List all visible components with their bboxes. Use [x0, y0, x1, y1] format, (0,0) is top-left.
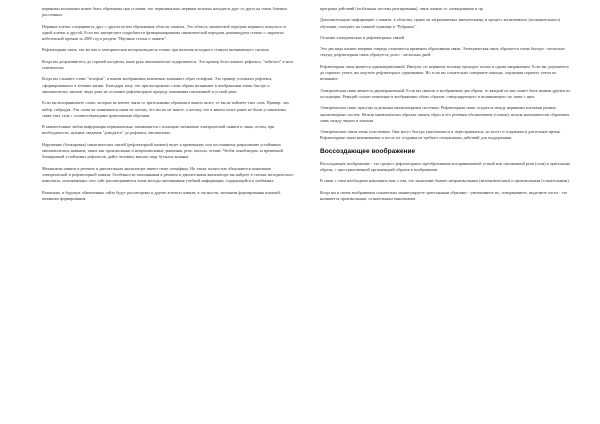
- paragraph: Дополнительную информацию о памяти, в областях, прямо не затрагиваемых мнемотехнику и процесс когнитивного (познавательного) обучения, смотрите на главной странице в "Рубриках".: [320, 17, 561, 29]
- paragraph: программ действий (глобальная система реагирования), связь памяти со сновидениями и пр.: [320, 6, 484, 11]
- paragraph: Эти два вида памяти впервые очередь отличаются временем образования связи. Электрическая связь образуется очень быстро - несколько секунд, рефлекторная связь образуется долго - несколько дней.: [320, 46, 565, 58]
- section-heading: Воссоздающее воображение: [320, 147, 416, 155]
- paragraph: Рефлекторная связь, так же как и электрическая воспроизводится только при наличии исходного стимула вызывающего сигнала.: [42, 47, 270, 53]
- paragraph: Электрическая связь присуща отдельным анализаторным системам. Рефлекторная связь создается между нервными клетками разных анализаторных систем. Нельзя мнемонически образом связать образ и его речевым обозначением (словом), нельзя мнемонически образовать связь между звуком и запахом.: [320, 105, 570, 123]
- subsection-title: Отличия электрических и рефлекторных связей: [320, 34, 404, 40]
- paragraph: Нарушение (блокировка) синаптических связей (рефлекторной памяти) ведет к временному или постоянному разрушению устойчивых автоматических навыков, таких как произвольные и непроизвольные движения, речь, письмо, чтение. Чтобы понаблюдать за временной блокировкой устойчивых рефлексов, дайте человеку выпить пару бутылок коньяка.: [42, 141, 283, 160]
- paragraph: нервными волокнами может быть образована при условии, что первоначально нервные волокна находятся друг от друга на очень близком расстоянии.: [42, 6, 287, 18]
- paragraph: Когда вы слышите слово "телефон", в вашем воображении мгновенно возникает образ телефона. Это пример условного рефлекса, сформированного в течение жизни. Благодаря тому, что при восприятии слова образы возникают в воображении очень быстро и автоматически, многие люди даже не осознают рефлекторную природу понимания письменной и устной речи.: [42, 76, 273, 94]
- right-column: [320, 6, 574, 424]
- left-column: [42, 6, 296, 424]
- paragraph: В связи с этим необходимо напомнить вам о том, что мышление бывает непроизвольным (автоматическим) и произвольным (сознательным).: [320, 178, 570, 184]
- paragraph: Воссоздающее воображение - это процесс рефлекторного преобразования воспринимаемой устной или письменной речи (слов) в зрительные образы, с пространственной организацией образов в воображении.: [320, 160, 571, 173]
- paragraph: Когда вы в своем воображении сознательно манипулируете зрительными образами - увеличиваете их, поворачиваете, выделяете части - это называется произвольным, сознательным мышлением.: [320, 189, 568, 201]
- paragraph: Возможно, в будущих обновлениях сайта будут рассмотрены и другие аспекты памяти, в частности, механизм формирования понятий, механизм формирования: [42, 189, 281, 201]
- paragraph: В мнемотехнике любая информация первоначально запоминается с помощью механизма электрической памяти и лишь, потом, при необходимости, нужные сведения "доводятся" до рефлекса, автоматизма.: [42, 124, 275, 136]
- paragraph: Электрические связи очень пластичные. Они могут быстро уничтожаться и перестраиваться, но могут и сохраняться длительное время. Рефлекторные связи неизменяемы и после их создания не требуют специальных действий для поддержания.: [320, 129, 561, 141]
- paragraph: Механизмы памяти в речевом и двигательном анализаторе имеют свою специфику. Но также полностью объясняются понятиями электрической и рефлекторной памяти. Особенности запоминания в речевом и двигательном анализаторе вы найдете в статьях методического комплекта, описывающих этот сайт рассматриваются лишь методы запоминания учебной информации, содержащейся в учебниках.: [42, 165, 294, 184]
- paragraph: Электрическая связь является двунаправленной. Если вы связали в воображении два образа, то каждый из них может быть вызван другим по ассоциации. Реакций служит появление в воображении обоих образов: стимулирующего и возникающего по связи с ним.: [320, 87, 571, 99]
- paragraph: Нервные клетки соединяются друг с другом путем образования области синапса. Это область химической передачи нервного импульса от одной клетки к другой. Если вас интересуют подробности функционирования синаптической передачи, рекомендуем статью о лауреатах нобелевской премии за 2000 год в разделе "Научные статьи о памяти".: [42, 23, 287, 42]
- paragraph: Рефлекторная связь является однонаправленной. Импульс по нервному волокну проходит только в одном направлении. Если вы дотронетесь до горячего утюга, вы ощутите рефлекторное одергивание. Но если вы сознательно совершите мышцы, ощущения горячего утюга не возникнет.: [320, 63, 570, 82]
- paragraph: Когда вы дотрагиваетесь до горячей кастрюли, ваша рука автоматически отдергивается. Это пример безусловного рефлекса, "забитого" в мозг генетически.: [42, 58, 294, 71]
- paragraph: Если вы воспринимаете слово, которые не имеют связи со зрительными образами в вашем мозге, то вы не поймете этих слов. Пример: лиз, кибер, гибридуя. Эти слова не понимаются нами не потому, что вы их не знаете, а потому, что в вашем мозге ранее не были установлены связи этих слов с соответствующими зрительными образами.: [42, 100, 290, 118]
